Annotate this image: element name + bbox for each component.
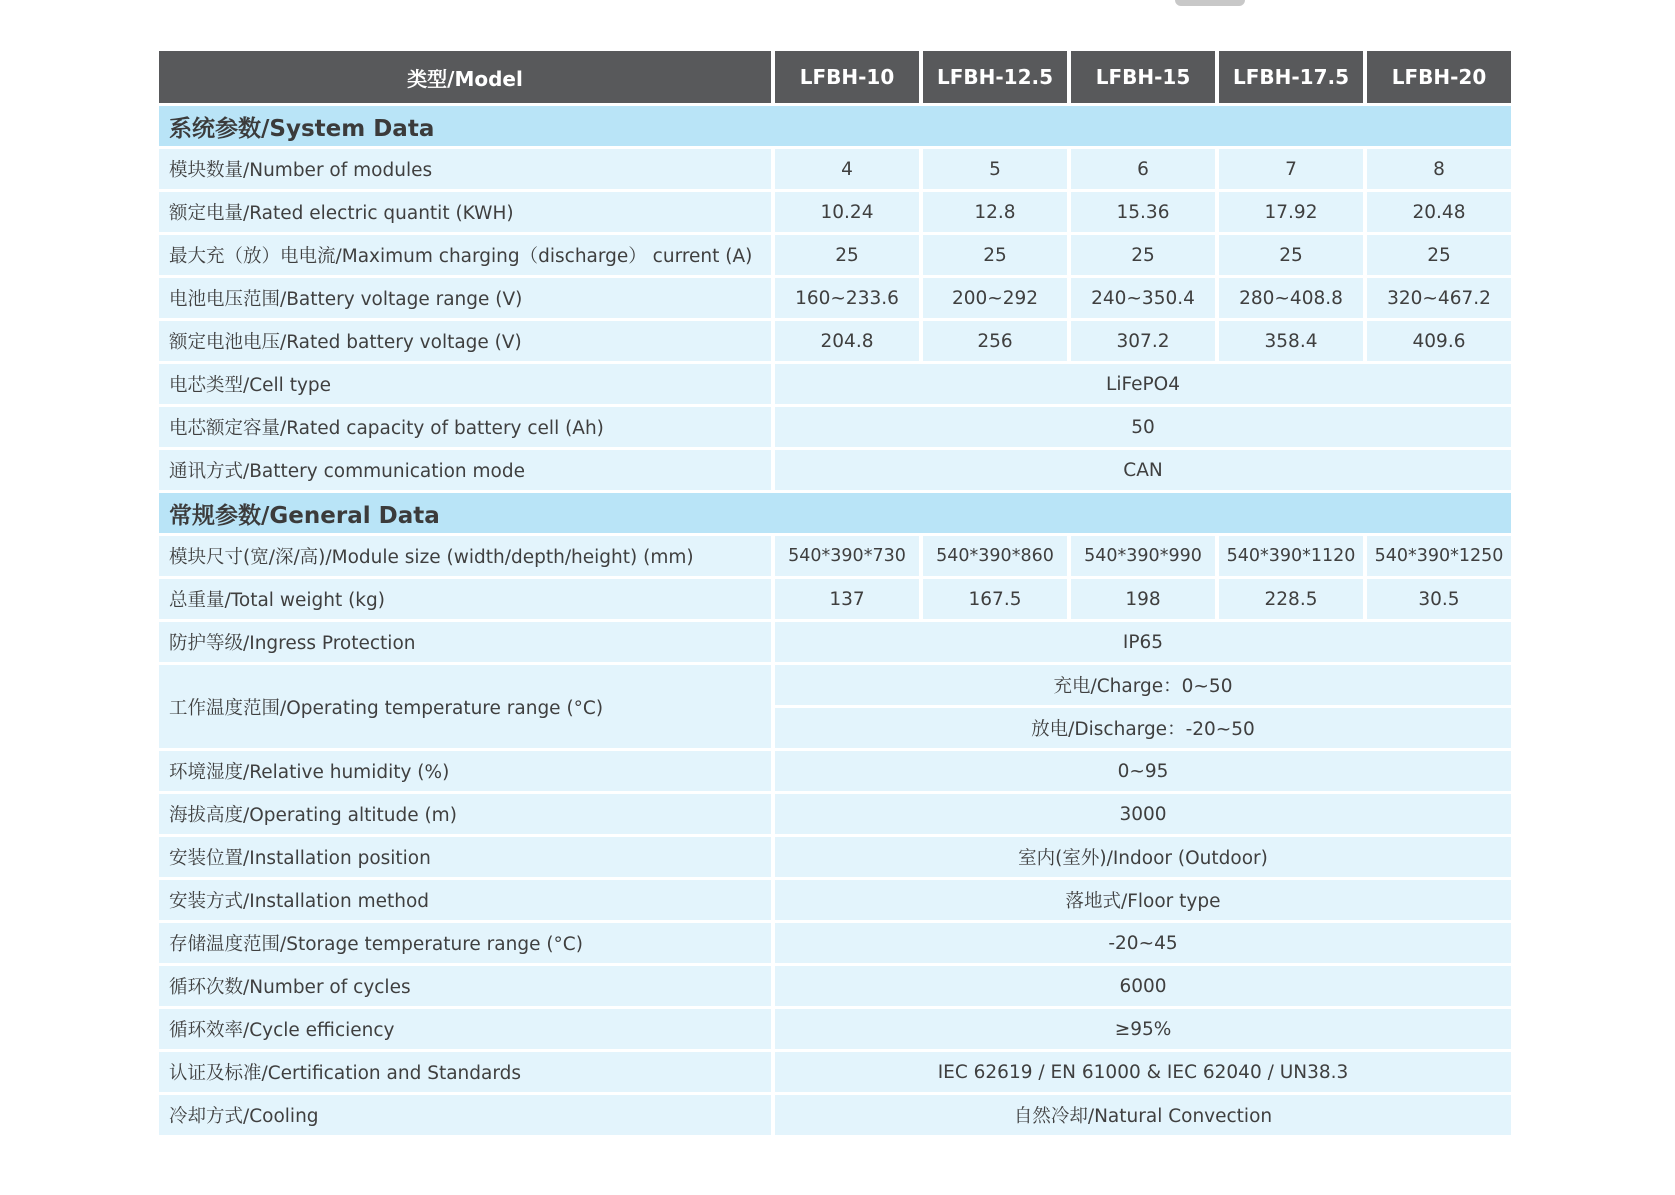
section-title-general: 常规参数/General Data (159, 493, 1511, 533)
row-label: 电芯类型/Cell type (159, 364, 771, 404)
cell-value: 10.24 (775, 192, 919, 232)
row-label: 安装方式/Installation method (159, 880, 771, 920)
cell-value: 30.5 (1367, 579, 1511, 619)
table-row (159, 149, 1511, 189)
merged-value: 自然冷却/Natural Convection (775, 1095, 1511, 1135)
cell-value: 7 (1219, 149, 1363, 189)
table-row (159, 192, 1511, 232)
top-decoration (1175, 0, 1245, 6)
cell-value: 540*390*860 (923, 536, 1067, 576)
cell-value: 25 (923, 235, 1067, 275)
table-row (159, 407, 1511, 447)
row-label: 模块尺寸(宽/深/高)/Module size (width/depth/height) (mm) (159, 536, 771, 576)
row-label: 模块数量/Number of modules (159, 149, 771, 189)
merged-value: -20~45 (775, 923, 1511, 963)
cell-value: 5 (923, 149, 1067, 189)
cell-value: 540*390*1250 (1367, 536, 1511, 576)
merged-value: 3000 (775, 794, 1511, 834)
cell-value: 25 (775, 235, 919, 275)
row-label: 电芯额定容量/Rated capacity of battery cell (Ah) (159, 407, 771, 447)
table-row (159, 536, 1511, 576)
section-row-system (159, 106, 1511, 146)
cell-value: 256 (923, 321, 1067, 361)
section-row-general (159, 493, 1511, 533)
cell-value: 280~408.8 (1219, 278, 1363, 318)
table-row (159, 837, 1511, 877)
table-row (159, 278, 1511, 318)
row-label: 存储温度范围/Storage temperature range (°C) (159, 923, 771, 963)
cell-value: 15.36 (1071, 192, 1215, 232)
cell-value: 540*390*990 (1071, 536, 1215, 576)
model-header-lfbh-12-5: LFBH-12.5 (923, 51, 1067, 103)
header-row (159, 51, 1511, 103)
cell-value: 8 (1367, 149, 1511, 189)
merged-value: 落地式/Floor type (775, 880, 1511, 920)
row-label: 工作温度范围/Operating temperature range (°C) (159, 665, 771, 748)
row-label: 循环次数/Number of cycles (159, 966, 771, 1006)
table-row (159, 364, 1511, 404)
row-label: 认证及标准/Certification and Standards (159, 1052, 771, 1092)
merged-value: 6000 (775, 966, 1511, 1006)
cell-value: 240~350.4 (1071, 278, 1215, 318)
cell-value: 307.2 (1071, 321, 1215, 361)
table-row (159, 321, 1511, 361)
merged-value: CAN (775, 450, 1511, 490)
table-row (159, 622, 1511, 662)
model-header: 类型/Model (159, 51, 771, 103)
section-title-system: 系统参数/System Data (159, 106, 1511, 146)
table-row (159, 235, 1511, 275)
row-label: 海拔高度/Operating altitude (m) (159, 794, 771, 834)
cell-value: 137 (775, 579, 919, 619)
row-label: 电池电压范围/Battery voltage range (V) (159, 278, 771, 318)
cell-value: 6 (1071, 149, 1215, 189)
table-row (159, 450, 1511, 490)
table-row (159, 665, 1511, 705)
merged-value: 0~95 (775, 751, 1511, 791)
cell-value: 320~467.2 (1367, 278, 1511, 318)
table-row (159, 966, 1511, 1006)
merged-value: IP65 (775, 622, 1511, 662)
charge-temp-value: 充电/Charge：0~50 (775, 665, 1511, 705)
row-label: 总重量/Total weight (kg) (159, 579, 771, 619)
row-label: 环境湿度/Relative humidity (%) (159, 751, 771, 791)
spec-table (155, 48, 1515, 1138)
row-label: 循环效率/Cycle efficiency (159, 1009, 771, 1049)
model-header-lfbh-15: LFBH-15 (1071, 51, 1215, 103)
row-label: 通讯方式/Battery communication mode (159, 450, 771, 490)
merged-value: IEC 62619 / EN 61000 & IEC 62040 / UN38.3 (775, 1052, 1511, 1092)
table-row (159, 1095, 1511, 1135)
row-label: 最大充（放）电电流/Maximum charging（discharge） current (A) (159, 235, 771, 275)
cell-value: 540*390*1120 (1219, 536, 1363, 576)
model-header-lfbh-17-5: LFBH-17.5 (1219, 51, 1363, 103)
table-row (159, 1009, 1511, 1049)
model-header-lfbh-20: LFBH-20 (1367, 51, 1511, 103)
cell-value: 160~233.6 (775, 278, 919, 318)
table-row (159, 880, 1511, 920)
cell-value: 20.48 (1367, 192, 1511, 232)
table-row (159, 1052, 1511, 1092)
cell-value: 198 (1071, 579, 1215, 619)
row-label: 额定电池电压/Rated battery voltage (V) (159, 321, 771, 361)
cell-value: 25 (1367, 235, 1511, 275)
cell-value: 12.8 (923, 192, 1067, 232)
cell-value: 204.8 (775, 321, 919, 361)
cell-value: 540*390*730 (775, 536, 919, 576)
cell-value: 4 (775, 149, 919, 189)
table-row (159, 923, 1511, 963)
merged-value: LiFePO4 (775, 364, 1511, 404)
row-label: 防护等级/Ingress Protection (159, 622, 771, 662)
row-label: 安装位置/Installation position (159, 837, 771, 877)
model-header-lfbh-10: LFBH-10 (775, 51, 919, 103)
row-label: 额定电量/Rated electric quantit (KWH) (159, 192, 771, 232)
merged-value: ≥95% (775, 1009, 1511, 1049)
cell-value: 228.5 (1219, 579, 1363, 619)
cell-value: 200~292 (923, 278, 1067, 318)
table-row (159, 794, 1511, 834)
cell-value: 358.4 (1219, 321, 1363, 361)
discharge-temp-value: 放电/Discharge：-20~50 (775, 708, 1511, 748)
cell-value: 167.5 (923, 579, 1067, 619)
table-row (159, 579, 1511, 619)
merged-value: 室内(室外)/Indoor (Outdoor) (775, 837, 1511, 877)
merged-value: 50 (775, 407, 1511, 447)
row-label: 冷却方式/Cooling (159, 1095, 771, 1135)
cell-value: 409.6 (1367, 321, 1511, 361)
cell-value: 17.92 (1219, 192, 1363, 232)
table-row (159, 751, 1511, 791)
cell-value: 25 (1071, 235, 1215, 275)
cell-value: 25 (1219, 235, 1363, 275)
